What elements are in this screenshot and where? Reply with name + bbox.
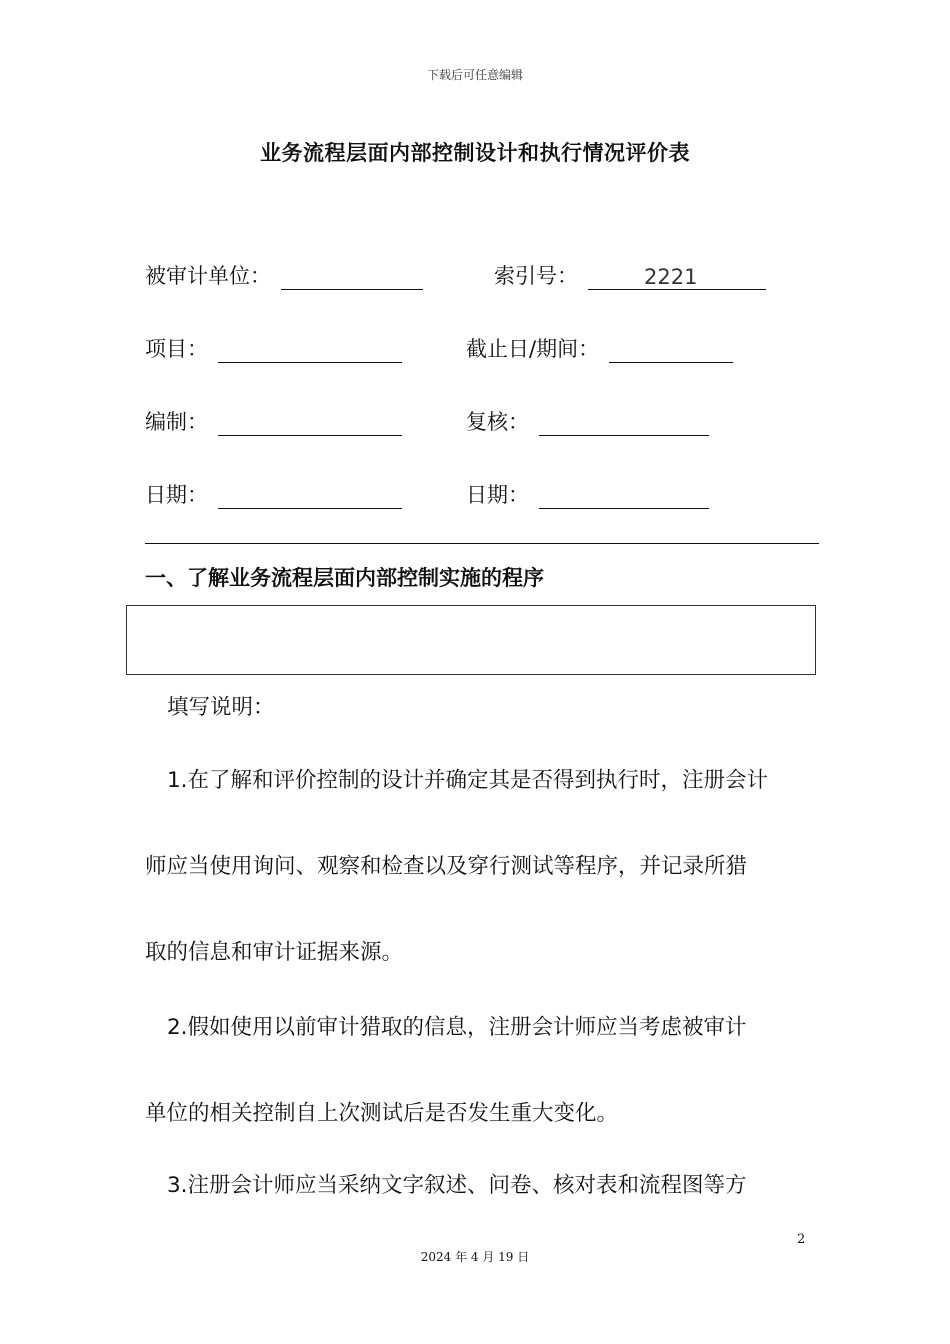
audited-unit-line[interactable]: [281, 265, 423, 290]
index-line[interactable]: [588, 265, 766, 290]
index-field[interactable]: [494, 260, 766, 290]
date2-field[interactable]: [466, 479, 709, 509]
instruction-line: 2.假如使用以前审计猎取的信息，注册会计师应当考虑被审计: [167, 1015, 747, 1040]
header-note: 下载后可任意编辑: [426, 68, 523, 82]
review-field[interactable]: [466, 406, 709, 436]
prepared-line[interactable]: [218, 411, 402, 436]
instruction-line: 师应当使用询问、观察和检查以及穿行测试等程序，并记录所猎: [145, 854, 748, 879]
index-label: 索引号：: [494, 264, 578, 288]
review-label: 复核：: [466, 410, 529, 434]
review-line[interactable]: [539, 411, 709, 436]
cutoff-field[interactable]: [466, 333, 733, 363]
date1-line[interactable]: [218, 484, 402, 509]
page-number: 2: [797, 1232, 806, 1247]
date1-field[interactable]: [145, 479, 402, 509]
date1-label: 日期：: [145, 483, 208, 507]
instructions-heading: 填写说明：: [167, 695, 275, 720]
date2-label: 日期：: [466, 483, 529, 507]
cutoff-line[interactable]: [609, 338, 733, 363]
section-title: 一、了解业务流程层面内部控制实施的程序: [145, 566, 544, 590]
procedure-box[interactable]: [126, 605, 816, 675]
item-field[interactable]: [145, 333, 402, 363]
instruction-line: 取的信息和审计证据来源。: [145, 940, 404, 965]
index-value: 2221: [644, 265, 698, 289]
audited-unit-field[interactable]: [145, 260, 423, 290]
prepared-label: 编制：: [145, 410, 208, 434]
footer-date: 2024 年 4 月 19 日: [420, 1250, 530, 1264]
divider: [145, 543, 819, 544]
audited-unit-label: 被审计单位：: [145, 264, 271, 288]
instruction-line: 单位的相关控制自上次测试后是否发生重大变化。: [145, 1101, 619, 1126]
page-title: 业务流程层面内部控制设计和执行情况评价表: [260, 141, 690, 165]
date2-line[interactable]: [539, 484, 709, 509]
instruction-line: 1.在了解和评价控制的设计并确定其是否得到执行时，注册会计: [167, 768, 769, 793]
cutoff-label: 截止日/期间：: [466, 337, 600, 361]
item-line[interactable]: [218, 338, 402, 363]
item-label: 项目：: [145, 337, 208, 361]
instruction-line: 3.注册会计师应当采纳文字叙述、问卷、核对表和流程图等方: [167, 1173, 747, 1198]
prepared-field[interactable]: [145, 406, 402, 436]
